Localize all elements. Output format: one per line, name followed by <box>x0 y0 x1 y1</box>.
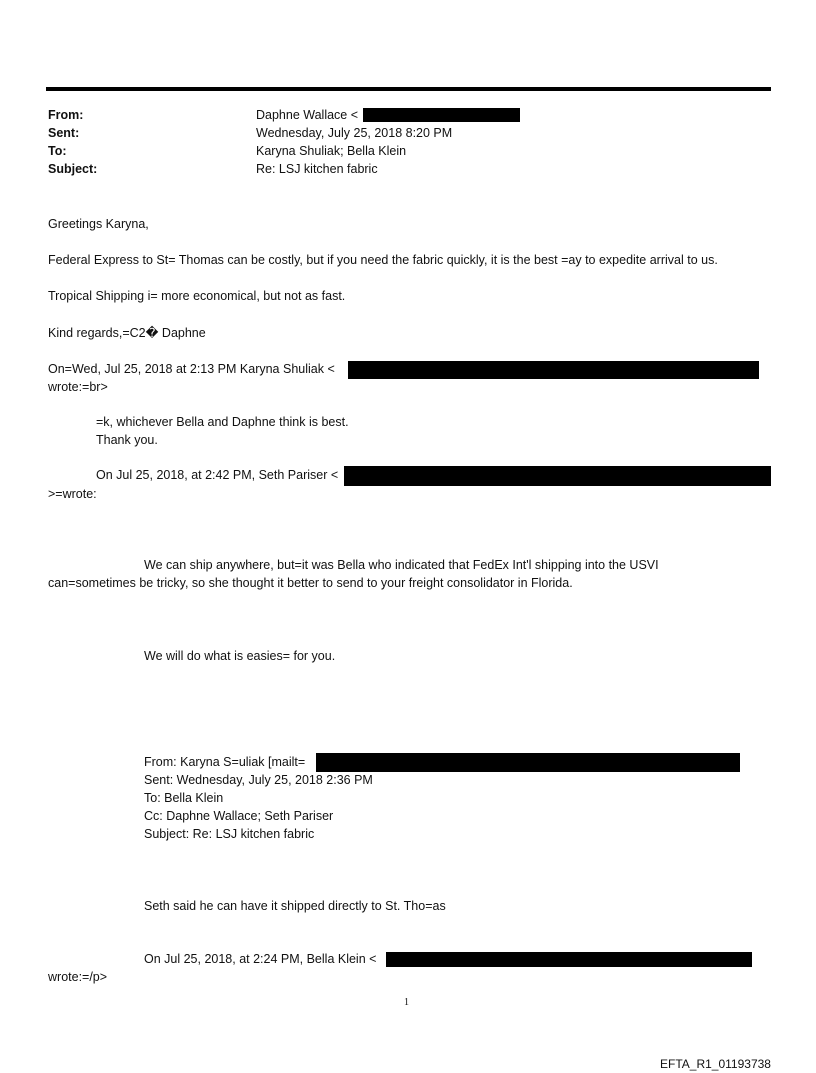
fwd-from: From: Karyna S=uliak [mailt= <box>144 755 306 769</box>
fwd-to: To: Bella Klein <box>144 791 224 805</box>
sent-label: Sent: <box>48 126 80 140</box>
quote3-header: On Jul 25, 2018, at 2:24 PM, Bella Klein < <box>144 952 377 966</box>
signoff: Kind regards,=C2� Daphne <box>48 326 206 340</box>
redaction-quote3-email <box>386 952 752 967</box>
quote3-wrote: wrote:=/p> <box>48 970 108 984</box>
seth-line3: We will do what is easies= for you. <box>144 649 336 663</box>
redaction-quote2-email <box>344 466 771 486</box>
quote1-wrote: wrote:=br> <box>48 380 108 394</box>
redaction-from-email <box>363 108 520 122</box>
seth-line2: can=sometimes be tricky, so she thought it better to send to your freight consolidator in Florida. <box>48 576 573 590</box>
from-label: From: <box>48 108 84 122</box>
greeting: Greetings Karyna, <box>48 217 149 231</box>
redaction-fwd-email <box>316 753 740 772</box>
document-id: EFTA_R1_01193738 <box>660 1057 771 1071</box>
seth-line1: We can ship anywhere, but=it was Bella who indicated that FedEx Int'l shipping into the USVI <box>144 558 659 572</box>
subject-value: Re: LSJ kitchen fabric <box>256 162 378 176</box>
page-number: 1 <box>404 997 409 1008</box>
seth-said: Seth said he can have it shipped directly to St. Tho=as <box>144 899 446 913</box>
subject-label: Subject: <box>48 162 98 176</box>
quote1-header: On=Wed, Jul 25, 2018 at 2:13 PM Karyna Shuliak < <box>48 362 335 376</box>
fwd-cc: Cc: Daphne Wallace; Seth Pariser <box>144 809 334 823</box>
to-label: To: <box>48 144 67 158</box>
quote2-wrote: >=wrote: <box>48 487 97 501</box>
body-paragraph-2: Tropical Shipping i= more economical, but not as fast. <box>48 289 346 303</box>
fwd-subject: Subject: Re: LSJ kitchen fabric <box>144 827 315 841</box>
redaction-quote1-email <box>348 361 759 379</box>
header-rule <box>46 87 771 91</box>
quote2-header: On Jul 25, 2018, at 2:42 PM, Seth Pariser < <box>96 468 339 482</box>
reply1-line1: =k, whichever Bella and Daphne think is best. <box>96 415 349 429</box>
from-value: Daphne Wallace < <box>256 108 359 122</box>
fwd-sent: Sent: Wednesday, July 25, 2018 2:36 PM <box>144 773 373 787</box>
body-paragraph-1: Federal Express to St= Thomas can be costly, but if you need the fabric quickly, it is the best =ay to expedite arrival to us. <box>48 253 718 267</box>
sent-value: Wednesday, July 25, 2018 8:20 PM <box>256 126 453 140</box>
to-value: Karyna Shuliak; Bella Klein <box>256 144 407 158</box>
reply1-line2: Thank you. <box>96 433 158 447</box>
